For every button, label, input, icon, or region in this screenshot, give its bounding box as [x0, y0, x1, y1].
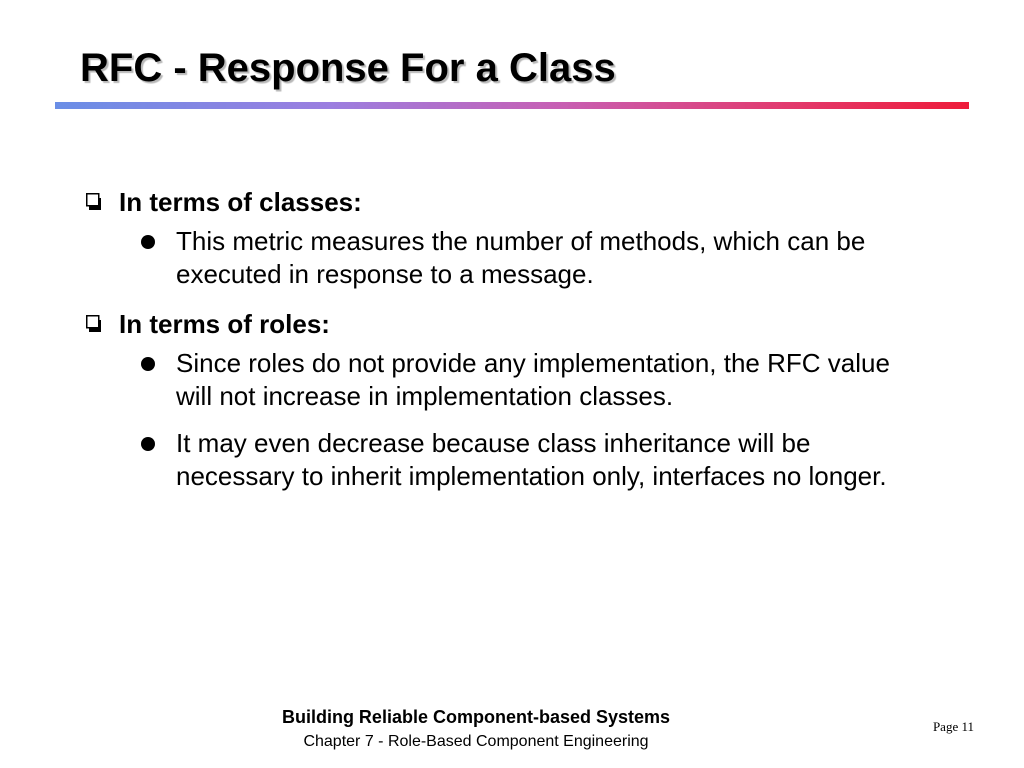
footer-book-title: Building Reliable Component-based Systems [281, 707, 671, 727]
checkbox-icon [86, 315, 102, 333]
bullet-list [86, 225, 946, 291]
section-heading: In terms of roles: [119, 309, 330, 339]
checkbox-icon [86, 193, 102, 211]
title-underline-rule [55, 102, 969, 109]
bullet-dot-icon [141, 357, 155, 371]
section-classes [86, 183, 946, 291]
bullet-dot-icon [141, 235, 155, 249]
page-number: Page 11 [932, 719, 974, 734]
footer-chapter: Chapter 7 - Role-Based Component Engineering [303, 733, 649, 750]
bullet-text: This metric measures the number of methods, which can be executed in response to a message. [176, 226, 866, 289]
bullet-text: It may even decrease because class inheritance will be necessary to inherit implementation only, interfaces no longer. [176, 428, 887, 491]
list-item [141, 225, 946, 291]
list-item [141, 347, 946, 413]
bullet-text: Since roles do not provide any implementation, the RFC value will not increase in implementation classes. [176, 348, 890, 411]
slide-title: RFC - Response For a Class [80, 46, 616, 90]
section-roles [86, 305, 946, 493]
bullet-dot-icon [141, 437, 155, 451]
list-item [141, 427, 946, 493]
bullet-list [86, 347, 946, 493]
section-heading: In terms of classes: [119, 187, 362, 217]
slide-content [86, 183, 946, 507]
section-heading-row [86, 305, 946, 343]
section-heading-row [86, 183, 946, 221]
